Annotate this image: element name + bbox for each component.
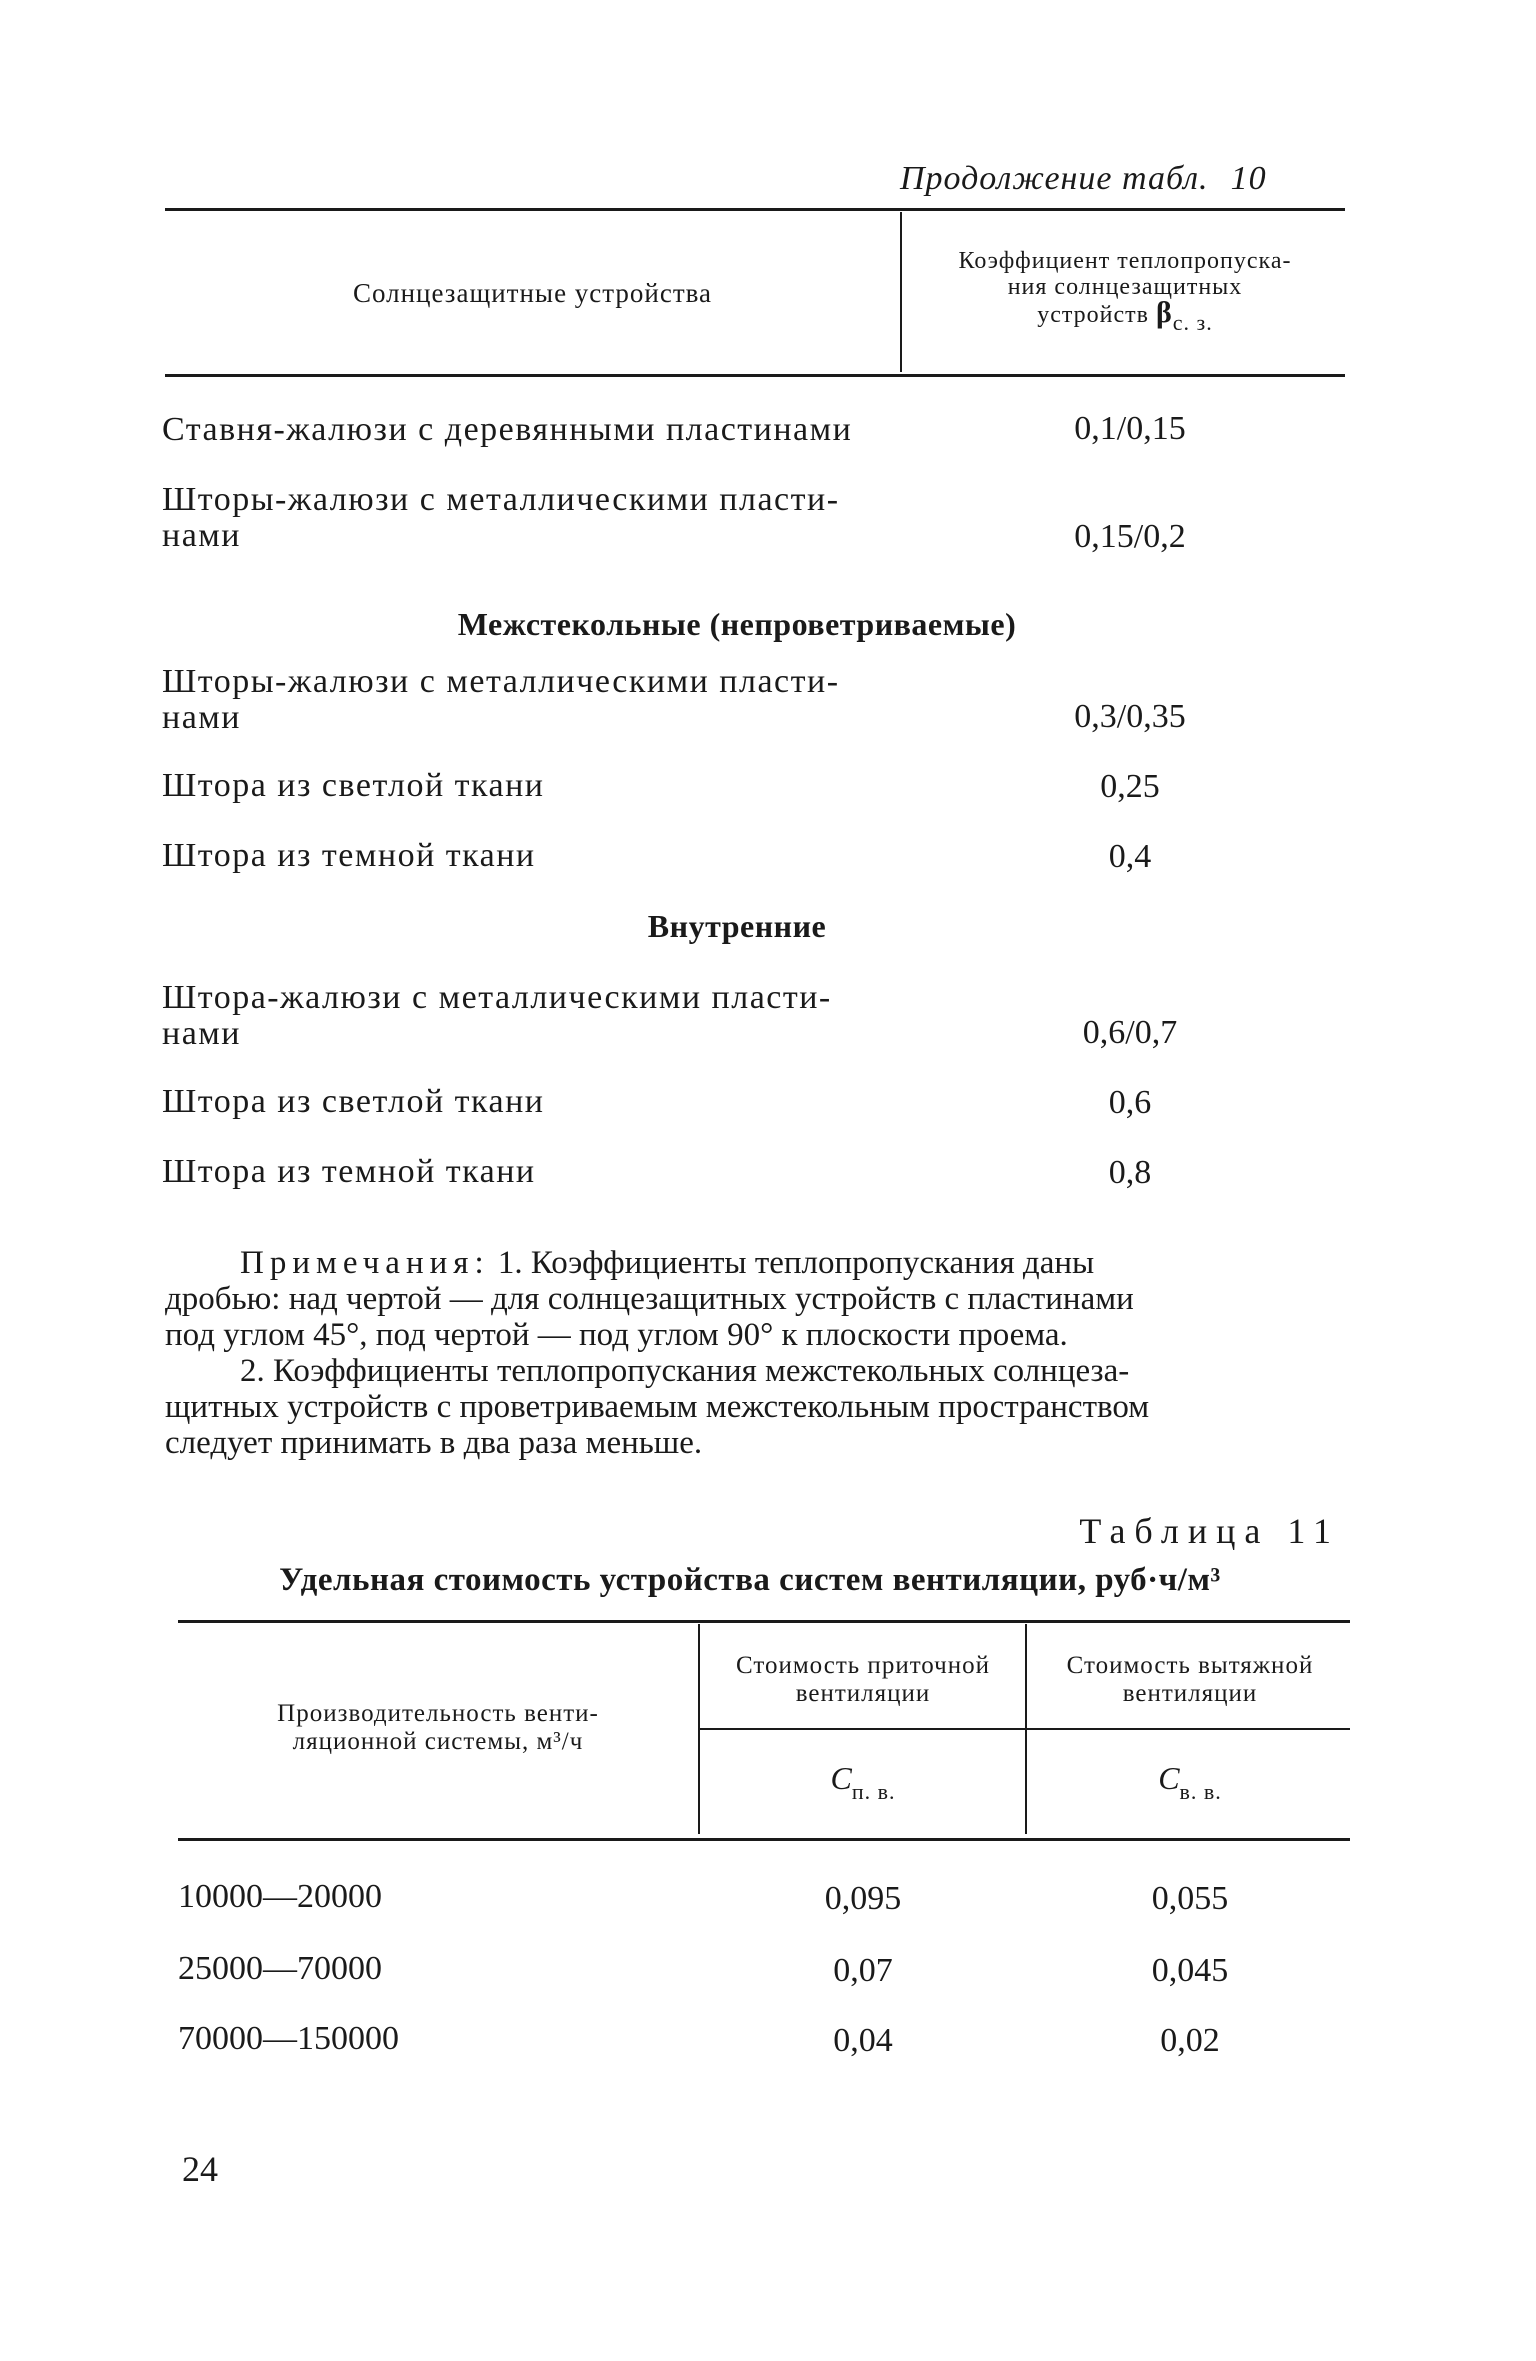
table11-cell-range: 70000—150000: [178, 2020, 399, 2057]
table10-row-name: Шторы-жалюзи с металлическими пласти- нами: [162, 663, 840, 736]
table11-title: Удельная стоимость устройства систем вентиляции, руб·ч/м³: [279, 1562, 1221, 1598]
table11-cell-supply: 0,095: [824, 1880, 902, 1917]
table10-header-coefficient: [905, 248, 1345, 335]
table10-top-rule: [165, 208, 1345, 211]
beta-symbol: β: [1155, 296, 1173, 329]
notes-heading: Примечания:: [240, 1245, 490, 1281]
table11-cell-exhaust: 0,055: [1151, 1880, 1229, 1917]
table10-row-name: Штора из темной ткани: [162, 1153, 536, 1190]
continuation-table-number: 10: [1230, 160, 1267, 197]
table11-label: Таблица 11: [1079, 1511, 1340, 1551]
table11-cell-supply: 0,07: [833, 1952, 893, 1989]
page-number: 24: [182, 2149, 218, 2189]
table11-cell-exhaust: 0,045: [1151, 1952, 1229, 1989]
table10-row-value: 0,3/0,35: [1074, 698, 1186, 735]
table11-symbol-supply: $C_{п. в.}$: [830, 1760, 896, 1804]
continuation-caption: [900, 160, 1267, 198]
table10-header-divider: [900, 212, 902, 372]
section-inner: Внутренние: [647, 908, 827, 944]
table10-row-name: Шторы-жалюзи с металлическими пласти- нами: [162, 481, 840, 554]
table11-header-exhaust: Стоимость вытяжной вентиляции: [1066, 1652, 1314, 1707]
table10-row-value: 0,1/0,15: [1074, 410, 1186, 447]
table10-row-value: 0,8: [1108, 1154, 1152, 1191]
table10-row-name: Штора из светлой ткани: [162, 1083, 545, 1120]
note-1: Примечания: 1. Коэффициенты теплопропускания даны дробью: над чертой — для солнцезащитных устройств с пластинами под углом 45°, под чертой — под углом 90° к плоскости проема.: [165, 1245, 1134, 1353]
coef-header-line2: ния солнцезащитных: [1007, 274, 1243, 300]
table11-header-supply: Стоимость приточной вентиляции: [736, 1652, 990, 1707]
table11-header-bottom-rule: [178, 1838, 1350, 1841]
table10-row-value: 0,15/0,2: [1074, 518, 1186, 555]
table10-row-value: 0,25: [1100, 768, 1160, 805]
table11-subheader-rule: [698, 1728, 1350, 1730]
continuation-text: Продолжение табл.: [900, 160, 1209, 197]
table10-header-bottom-rule: [165, 374, 1345, 377]
table11-cell-supply: 0,04: [833, 2022, 893, 2059]
table11-cell-exhaust: 0,02: [1160, 2022, 1220, 2059]
table10-row-name: Штора-жалюзи с металлическими пласти- нами: [162, 979, 832, 1052]
table10-row-value: 0,4: [1108, 838, 1152, 875]
coef-header-line3: устройств βс. з.: [1037, 296, 1213, 335]
section-between-panes: Межстекольные (непроветриваемые): [457, 606, 1017, 642]
table11-cell-range: 25000—70000: [178, 1950, 382, 1987]
table10-header-device: Солнцезащитные устройства: [352, 278, 713, 308]
table10-row-name: Штора из светлой ткани: [162, 767, 545, 804]
table10-row-value: 0,6/0,7: [1082, 1014, 1178, 1051]
table10-row-name: Ставня-жалюзи с деревянными пластинами: [162, 411, 853, 448]
table10-row-name: Штора из темной ткани: [162, 837, 536, 874]
table11-header-capacity: Производительность венти- ляционной системы, м³/ч: [277, 1700, 599, 1755]
table11-cell-range: 10000—20000: [178, 1878, 382, 1915]
note-2: 2. Коэффициенты теплопропускания межстекольных солнцеза- щитных устройств с проветриваемым межстекольным пространством следует принимать в два раза меньше.: [165, 1353, 1150, 1461]
table10-row-value: 0,6: [1108, 1084, 1152, 1121]
beta-subscript: с. з.: [1172, 310, 1213, 335]
table11-symbol-exhaust: $C_{в. в.}$: [1158, 1760, 1222, 1804]
table11-top-rule: [178, 1620, 1350, 1623]
coef-header-line1: Коэффициент теплопропуска-: [958, 248, 1292, 274]
